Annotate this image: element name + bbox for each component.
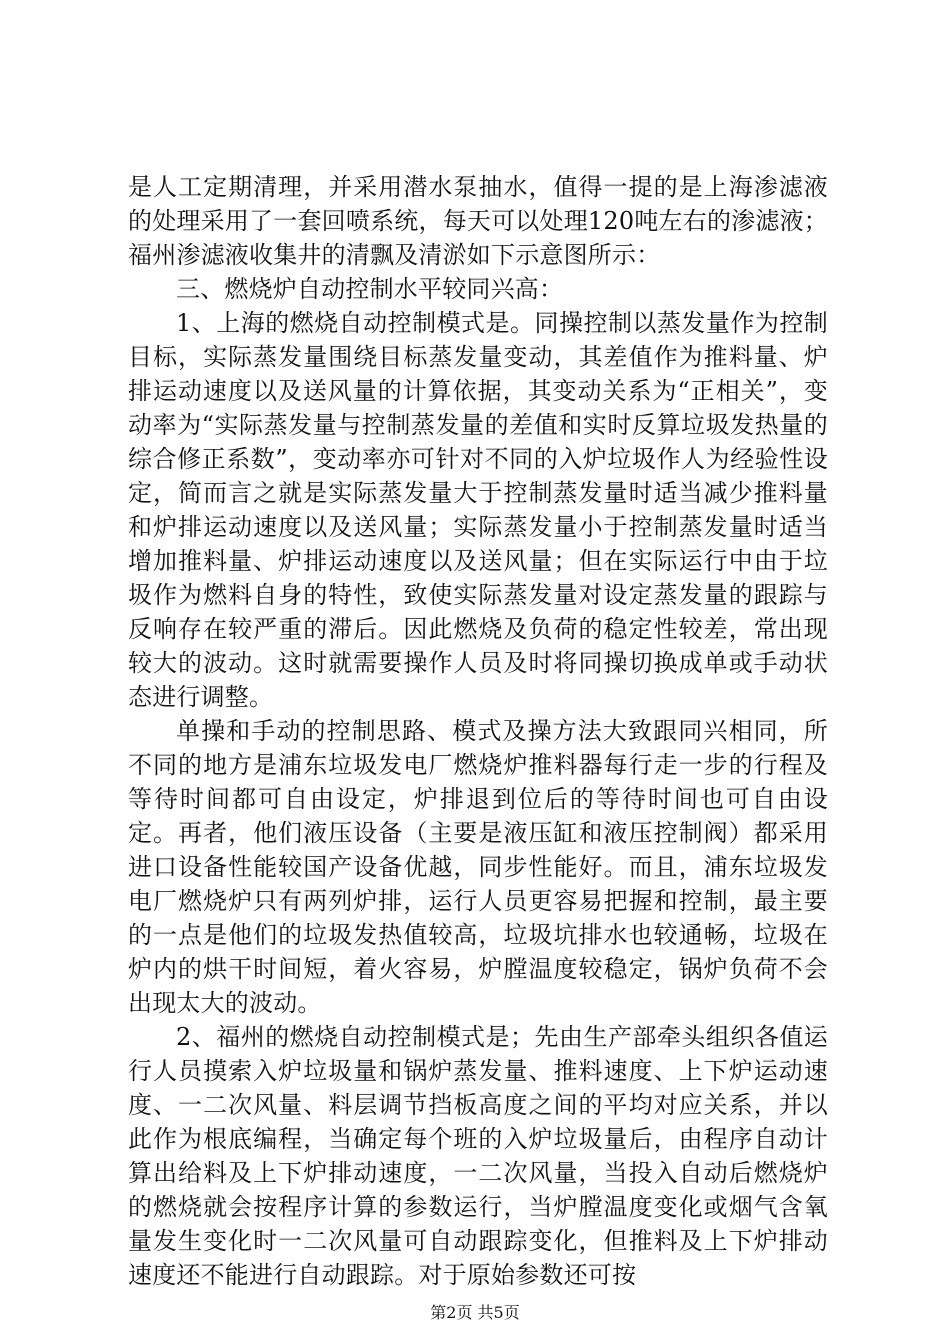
page-footer [0,1300,950,1323]
paragraph-2-section-heading: 三、燃烧炉自动控制水平较同兴高： [176,275,564,303]
document-body [128,170,828,1292]
paragraph-1: 是人工定期清理，并采用潜水泵抽水，值得一提的是上海渗滤液的处理采用了一套回喷系统，每天可以处理120吨左右的渗滤液；福州渗滤液收集井的清飘及清淤如下示意图所示： [128,173,828,269]
paragraph-3: 1、上海的燃烧自动控制模式是。同操控制以蒸发量作为控制目标，实际蒸发量围绕目标蒸发量变动，其差值作为推料量、炉排运动速度以及送风量的计算依据，其变动关系为“正相关”，变动率为“实际蒸发量与控制蒸发量的差值和实时反算垃圾发热量的综合修正系数”，变动率亦可针对不同的入炉垃圾作人为经验性设定，简而言之就是实际蒸发量大于控制蒸发量时适当减少推料量和炉排运动速度以及送风量；实际蒸发量小于控制蒸发量时适当增加推料量、炉排运动速度以及送风量；但在实际运行中由于垃圾作为燃料自身的特性，致使实际蒸发量对设定蒸发量的跟踪与反响存在较严重的滞后。因此燃烧及负荷的稳定性较差，常出现较大的波动。这时就需要操作人员及时将同操切换成单或手动状态进行调整。 [128,309,828,711]
page-number: 第2页 共5页 [430,1303,520,1322]
paragraph-5: 2、福州的燃烧自动控制模式是；先由生产部牵头组织各值运行人员摸索入炉垃圾量和锅炉蒸发量、推料速度、上下炉运动速度、一二次风量、料层调节挡板高度之间的平均对应关系，并以此作为根底编程，当确定每个班的入炉垃圾量后，由程序自动计算出给料及上下炉排动速度，一二次风量，当投入自动后燃烧炉的燃烧就会按程序计算的参数运行，当炉膛温度变化或烟气含氧量发生变化时一二次风量可自动跟踪变化，但推料及上下炉排动速度还不能进行自动跟踪。对于原始参数还可按 [128,1023,828,1289]
paragraph-4: 单操和手动的控制思路、模式及操方法大致跟同兴相同，所不同的地方是浦东垃圾发电厂燃烧炉推料器每行走一步的行程及等待时间都可自由设定，炉排退到位后的等待时间也可自由设定。再者，他们液压设备（主要是液压缸和液压控制阀）都采用进口设备性能较国产设备优越，同步性能好。而且，浦东垃圾发电厂燃烧炉只有两列炉排，运行人员更容易把握和控制，最主要的一点是他们的垃圾发热值较高，垃圾坑排水也较通畅，垃圾在炉内的烘干时间短，着火容易，炉膛温度较稳定，锅炉负荷不会出现太大的波动。 [128,717,828,1017]
